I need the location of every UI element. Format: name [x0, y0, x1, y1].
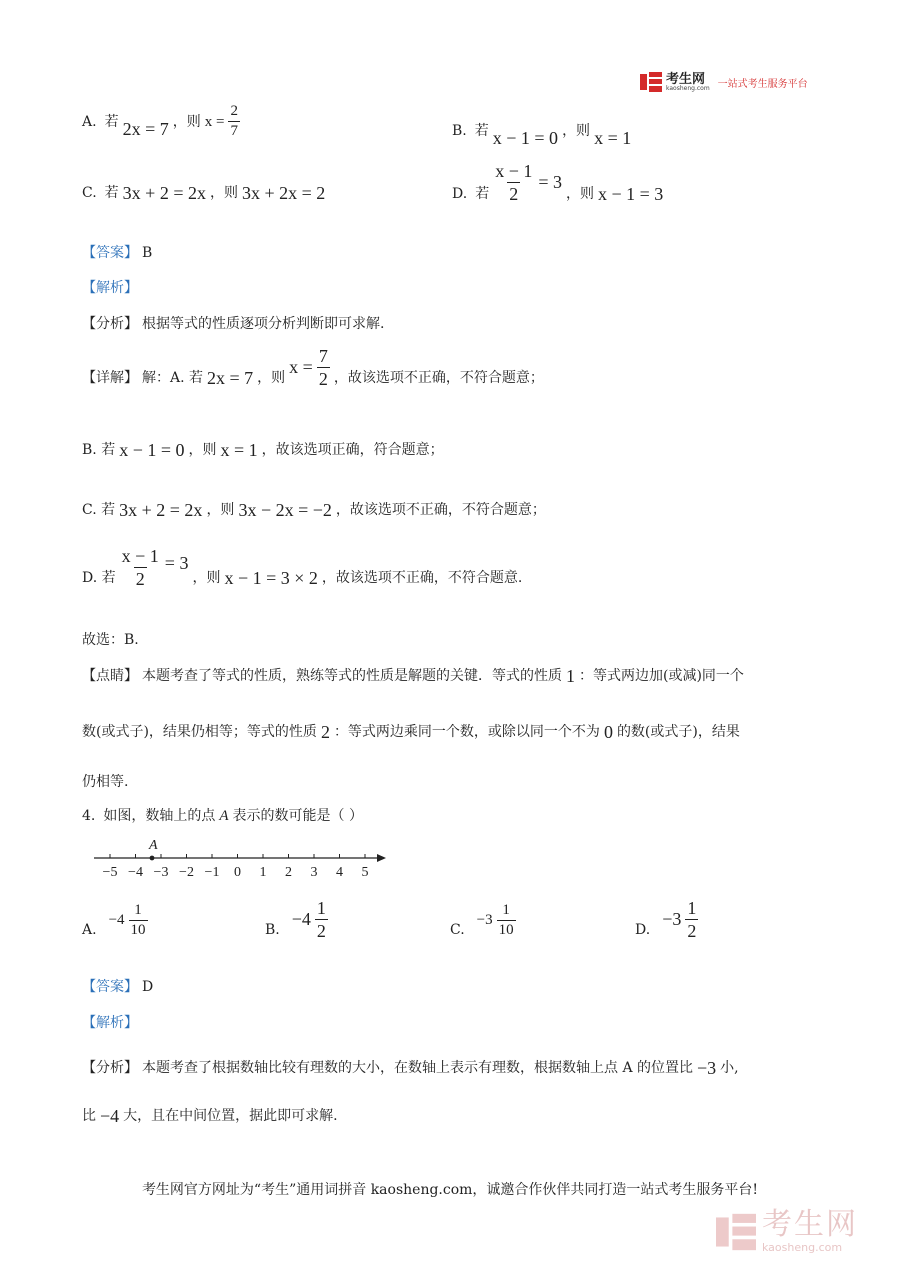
q3-detail-a: 【详解】 解：A. 若 2x = 7 ，则 x = $\frac{7}{2}$ ，故该选项不正确，不符合题意； — [82, 345, 544, 389]
brand-slogan: 一站式考生服务平台 — [717, 78, 808, 90]
watermark-url: kaosheng.com — [762, 1241, 843, 1254]
fraction: $\frac{2}{7}$ — [230, 103, 238, 139]
axis-tick-label: 3 — [310, 865, 318, 880]
q3-option-d: D. 若 $\frac{x - 1}{2}$ = 3 ，则 x − 1 = 3 — [452, 160, 664, 204]
q3-option-a: A. 若 2x = 7 ，则 x = $\frac{2}{7}$ — [82, 103, 238, 139]
axis-tick-label: 5 — [361, 865, 369, 880]
watermark-logo-icon — [716, 1212, 756, 1252]
fraction: $\frac{x - 1}{2}$ — [121, 545, 159, 589]
q3-dianjing-line2: 数(或式子)，结果仍相等；等式的性质 2 ：等式两边乘同一个数，或除以同一个不为 0 的数(或式子)，结果 — [82, 722, 740, 742]
brand-name: 考生网 — [666, 71, 706, 87]
q4-option-c: C. −3 $\frac{1}{10}$ — [450, 901, 514, 938]
q4-option-a: A. −4 $\frac{1}{10}$ — [82, 901, 146, 938]
q3-detail-b: B. 若 x − 1 = 0 ，则 x = 1 ，故该选项正确，符合题意； — [82, 440, 444, 460]
axis-tick-label: 0 — [234, 865, 241, 880]
q3-detail-d: D. 若 $\frac{x - 1}{2}$ = 3 ，则 x − 1 = 3 × 2 ，故该选项不正确，不符合题意. — [82, 545, 523, 589]
axis-tick-label: −3 — [153, 865, 169, 880]
watermark-brand: 考生网 — [762, 1207, 858, 1242]
q3-fenxi: 【分析】 根据等式的性质逐项分析判断即可求解. — [82, 316, 385, 332]
fraction: $\frac{1}{2}$ — [316, 897, 326, 941]
watermark — [716, 1207, 858, 1254]
brand-url: kaosheng.com — [666, 84, 710, 92]
fraction: $\frac{1}{2}$ — [687, 897, 697, 941]
footer-text: 考生网官方网址为“考生”通用词拼音 kaosheng.com，诚邀合作伙伴共同打造一站式考生服务平台! — [141, 1182, 759, 1198]
q3-option-c: C. 若 3x + 2 = 2x ，则 3x + 2x = 2 — [82, 183, 326, 203]
axis-tick-label: −4 — [128, 865, 143, 880]
q4-stem: 4. 如图，数轴上的点 A 表示的数可能是（ ） — [82, 808, 363, 824]
axis-tick-label: 1 — [259, 865, 267, 880]
q4-analysis-heading: 【解析】 — [82, 1015, 138, 1031]
fraction: $\frac{1}{10}$ — [130, 901, 146, 938]
fraction: $\frac{1}{10}$ — [498, 901, 514, 938]
q3-answer: 【答案】 B — [82, 245, 153, 261]
q4-answer: 【答案】 D — [82, 979, 154, 995]
point-a-label: A — [149, 838, 158, 853]
header-logo — [640, 72, 808, 92]
q3-analysis-heading: 【解析】 — [82, 280, 138, 296]
axis-tick-label: 2 — [285, 865, 292, 880]
q4-fenxi-line2: 比 −4 大，且在中间位置，据此即可求解. — [82, 1106, 338, 1126]
axis-tick-label: −5 — [102, 865, 118, 880]
fraction: $\frac{7}{2}$ — [318, 345, 328, 389]
point-a-marker — [150, 856, 155, 861]
q3-dianjing-line3: 仍相等. — [82, 774, 129, 790]
fraction: $\frac{x - 1}{2}$ — [495, 160, 533, 204]
axis-tick-label: −1 — [204, 865, 220, 880]
axis-arrow — [377, 854, 386, 862]
axis-tick-label: 4 — [336, 865, 343, 880]
q4-option-b: B. −4 $\frac{1}{2}$ — [265, 897, 326, 941]
q3-choice: 故选：B. — [82, 632, 139, 648]
number-line — [90, 836, 390, 884]
q3-option-b: B. 若 x − 1 = 0 ，则 x = 1 — [452, 123, 632, 148]
q3-dianjing-line1: 【点睛】 本题考查了等式的性质，熟练等式的性质是解题的关键．等式的性质 1 ：等式两边加(或减)同一个 — [82, 666, 744, 686]
axis-tick-label: −2 — [179, 865, 194, 880]
q4-fenxi-line1: 【分析】 本题考查了根据数轴比较有理数的大小，在数轴上表示有理数，根据数轴上点 A 的位置比 −3 小, — [82, 1058, 739, 1078]
q3-detail-c: C. 若 3x + 2 = 2x ，则 3x − 2x = −2 ，故该选项不正确，不符合题意； — [82, 500, 546, 520]
brand-logo-icon — [640, 72, 662, 92]
q4-option-d: D. −3 $\frac{1}{2}$ — [635, 897, 697, 941]
